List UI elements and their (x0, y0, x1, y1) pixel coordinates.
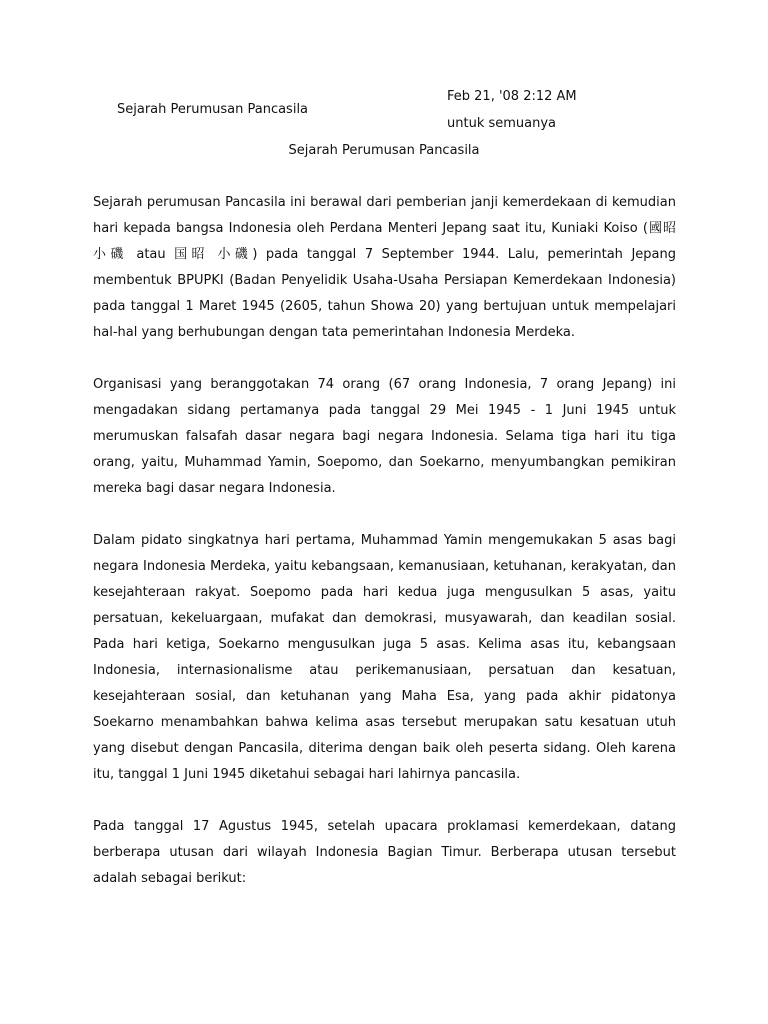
paragraph-4: Pada tanggal 17 Agustus 1945, setelah upacara proklamasi kemerdekaan, datang berberapa utusan dari wilayah Indonesia Bagian Timur. Berberapa utusan tersebut adalah sebagai berikut: (93, 819, 676, 886)
document-title: Sejarah Perumusan Pancasila (288, 143, 480, 158)
post-recipient: untuk semuanya (447, 116, 557, 131)
paragraph-1: Sejarah perumusan Pancasila ini berawal dari pemberian janji kemerdekaan di kemudian hari kepada bangsa Indonesia oleh Perdana Menteri Jepang saat itu, Kuniaki Koiso (國昭 小磯 atau 国昭 小磯) pada tanggal 7 September 1944. Lalu, pemerintah Jepang membentuk BPUPKI (Badan Penyelidik Usaha-Usaha Persiapan Kemerdekaan Indonesia) pada tanggal 1 Maret 1945 (2605, tahun Showa 20) yang bertujuan untuk mempelajari hal-hal yang berhubungan dengan tata pemerintahan Indonesia Merdeka. (93, 195, 676, 340)
post-date: Feb 21, '08 2:12 AM (447, 89, 577, 104)
paragraph-3: Dalam pidato singkatnya hari pertama, Muhammad Yamin mengemukakan 5 asas bagi negara Indonesia Merdeka, yaitu kebangsaan, kemanusiaan, ketuhanan, kerakyatan, dan kesejahteraan rakyat. Soepomo pada hari kedua juga mengusulkan 5 asas, yaitu persatuan, kekeluargaan, mufakat dan demokrasi, musyawarah, dan keadilan sosial. Pada hari ketiga, Soekarno mengusulkan juga 5 asas. Kelima asas itu, kebangsaan Indonesia, internasionalisme atau perikemanusiaan, persatuan dan kesatuan, kesejahteraan sosial, dan ketuhanan yang Maha Esa, yang pada akhir pidatonya Soekarno menambahkan bahwa kelima asas tersebut merupakan satu kesatuan utuh yang disebut dengan Pancasila, diterima dengan baik oleh peserta sidang. Oleh karena itu, tanggal 1 Juni 1945 diketahui sebagai hari lahirnya pancasila. (93, 533, 676, 782)
paragraph-2: Organisasi yang beranggotakan 74 orang (67 orang Indonesia, 7 orang Jepang) ini mengadakan sidang pertamanya pada tanggal 29 Mei 1945 - 1 Juni 1945 untuk merumuskan falsafah dasar negara bagi negara Indonesia. Selama tiga hari itu tiga orang, yaitu, Muhammad Yamin, Soepomo, dan Soekarno, menyumbangkan pemikiran mereka bagi dasar negara Indonesia. (93, 377, 676, 496)
document-body (93, 190, 676, 892)
header-left-title: Sejarah Perumusan Pancasila (117, 102, 309, 117)
